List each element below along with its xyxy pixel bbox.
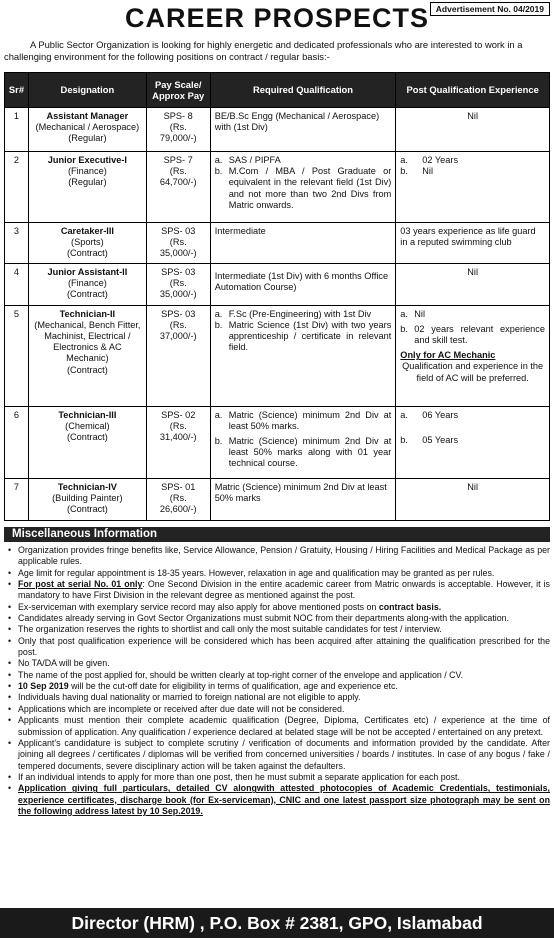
item-text: : One Second Division in the entire academic career from Matric onwards is acceptable. However, it is mandatory to have First Division in the relevant degree as mentioned against the post. xyxy=(18,579,550,601)
row-sr: 3 xyxy=(5,223,29,264)
header xyxy=(0,0,554,36)
list-item xyxy=(4,670,550,681)
item-text: SAS / PIPFA xyxy=(228,155,281,165)
row-qualification xyxy=(210,406,396,478)
table-header-row xyxy=(5,73,550,108)
experience-item xyxy=(400,155,545,166)
bullet: • xyxy=(8,703,12,714)
row-pay xyxy=(146,406,210,478)
experience-item xyxy=(400,410,545,421)
item-text: Matric (Science) minimum 2nd Div at least 50% marks along with 01 year technical course. xyxy=(228,436,392,469)
qualification-item xyxy=(215,320,392,354)
misc-heading: Miscellaneous Information xyxy=(4,527,550,542)
list-item xyxy=(4,783,550,817)
header-designation: Designation xyxy=(28,73,146,108)
row-sr: 2 xyxy=(5,152,29,223)
header-experience: Post Qualification Experience xyxy=(396,73,550,108)
list-item xyxy=(4,681,550,692)
qualification-item xyxy=(215,410,392,432)
designation-field: (Sports) xyxy=(71,237,104,248)
designation-title: Technician-II xyxy=(59,308,116,319)
item-text: 02 Years xyxy=(422,155,459,165)
item-text: 02 years relevant experience and skill test. xyxy=(414,323,545,346)
item-label: a. xyxy=(400,308,408,319)
list-item xyxy=(4,658,550,669)
item-text: Only that post qualification experience will be considered which has been acquired after attaining the qualification prescribed for the post. xyxy=(18,635,550,658)
row-qualification: Matric (Science) minimum 2nd Div at least 50% marks xyxy=(210,478,396,520)
bullet: • xyxy=(8,715,12,726)
row-sr: 5 xyxy=(5,305,29,406)
pay-scale: SPS- 7 xyxy=(163,155,193,165)
designation-type: (Contract) xyxy=(66,364,108,375)
list-item xyxy=(4,624,550,635)
row-designation xyxy=(28,305,146,406)
qualification-item xyxy=(215,166,392,211)
item-text: Ex-serviceman with exemplary service record may also apply for above mentioned posts on xyxy=(18,601,377,612)
item-text: Applicants must mention their complete academic qualification (Degree, Diploma, Certificates etc) / experience at the time of submission of application. Any qualification / experience declared at belated stage will be not be accepted / entertained on any pretext. xyxy=(18,715,550,737)
item-label: b. xyxy=(400,323,408,334)
bullet: • xyxy=(8,669,12,680)
item-emphasis: For post at serial No. 01 only xyxy=(18,579,143,590)
row-experience: 03 years experience as life guard in a reputed swimming club xyxy=(396,223,550,264)
item-text: F.Sc (Pre-Engineering) with 1st Div xyxy=(228,308,372,319)
list-item xyxy=(4,772,550,783)
pay-scale: SPS- 03 xyxy=(161,266,196,277)
designation-type: (Regular) xyxy=(68,133,107,144)
list-item xyxy=(4,692,550,703)
table-row xyxy=(5,223,550,264)
bullet: • xyxy=(8,545,12,555)
item-text: The name of the post applied for, should be written clearly at top-right corner of the envelope and application / CV. xyxy=(18,669,464,680)
row-qualification: BE/B.Sc Engg (Mechanical / Aerospace) with (1st Div) xyxy=(210,108,396,152)
bullet: • xyxy=(8,658,12,669)
row-designation xyxy=(28,478,146,520)
row-experience xyxy=(396,152,550,223)
list-item xyxy=(4,636,550,659)
bullet: • xyxy=(8,783,12,794)
pay-amount: (Rs. 35,000/-) xyxy=(159,237,197,259)
row-experience: Nil xyxy=(396,108,550,152)
item-emphasis: contract basis. xyxy=(378,601,442,612)
pay-amount: (Rs. 35,000/-) xyxy=(159,277,197,300)
row-pay xyxy=(146,305,210,406)
footer-address: Director (HRM) , P.O. Box # 2381, GPO, Islamabad xyxy=(0,908,554,938)
item-text: Nil xyxy=(422,166,434,177)
table-row xyxy=(5,152,550,223)
pay-amount: (Rs. 37,000/-) xyxy=(159,319,197,342)
list-item xyxy=(4,715,550,738)
item-text: Nil xyxy=(414,308,426,319)
bullet: • xyxy=(8,681,12,692)
item-label: a. xyxy=(214,155,223,165)
pay-scale: SPS- 8 xyxy=(163,111,193,121)
row-qualification xyxy=(210,152,396,223)
bullet: • xyxy=(8,692,12,703)
row-experience xyxy=(396,305,550,406)
row-designation xyxy=(28,223,146,264)
row-designation xyxy=(28,263,146,305)
row-experience: Nil xyxy=(396,478,550,520)
page-title: CAREER PROSPECTS xyxy=(124,3,430,33)
item-text: No TA/DA will be given. xyxy=(18,658,110,669)
designation-title: Technician-IV xyxy=(57,481,117,492)
item-label: b. xyxy=(214,436,223,447)
item-text: Age limit for regular appointment is 18-35 years. However, relaxation in age and qualification may be granted as per rules. xyxy=(18,567,495,578)
row-experience: Nil xyxy=(396,263,550,305)
item-label: b. xyxy=(400,434,408,445)
pay-amount: (Rs. 64,700/-) xyxy=(159,166,197,188)
positions-table xyxy=(4,72,550,521)
designation-title: Junior Assistant-II xyxy=(47,266,128,277)
qualification-item xyxy=(215,309,392,320)
designation-title: Technician-III xyxy=(58,409,117,420)
list-item xyxy=(4,545,550,568)
bullet: • xyxy=(8,567,12,578)
row-pay xyxy=(146,108,210,152)
row-designation xyxy=(28,406,146,478)
row-pay xyxy=(146,223,210,264)
pay-amount: (Rs. 79,000/-) xyxy=(159,122,197,144)
experience-item xyxy=(400,309,545,320)
bullet: • xyxy=(8,624,12,635)
designation-title: Caretaker-III xyxy=(60,226,114,236)
bullet: • xyxy=(8,613,12,624)
row-sr: 1 xyxy=(5,108,29,152)
table-row xyxy=(5,406,550,478)
header-qualification: Required Qualification xyxy=(210,73,396,108)
designation-field: (Mechanical, Bench Fitter, Machinist, Electrical / Electronics & AC Mechanic) xyxy=(34,319,141,364)
row-pay xyxy=(146,263,210,305)
item-text: 05 Years xyxy=(422,434,459,445)
list-item xyxy=(4,613,550,624)
item-label: b. xyxy=(214,166,223,177)
row-qualification xyxy=(210,305,396,406)
designation-field: (Finance) xyxy=(67,166,107,177)
list-item xyxy=(4,704,550,715)
bullet: • xyxy=(8,635,12,646)
designation-field: (Building Painter) xyxy=(52,492,123,503)
row-sr: 7 xyxy=(5,478,29,520)
row-qualification xyxy=(210,263,396,305)
item-text: Individuals having dual nationality or married to foreign national are not eligible to apply. xyxy=(18,692,361,703)
table-row xyxy=(5,478,550,520)
designation-field: (Chemical) xyxy=(65,420,110,431)
bullet: • xyxy=(8,771,12,782)
designation-field: (Finance) xyxy=(67,277,107,288)
experience-note: Qualification and experience in the field of AC will be preferred. xyxy=(402,361,544,383)
qualification-item xyxy=(215,155,392,166)
designation-field: (Mechanical / Aerospace) xyxy=(35,122,140,133)
designation-type: (Contract) xyxy=(66,289,108,300)
row-experience xyxy=(396,406,550,478)
item-emphasis: 10 Sep 2019 xyxy=(18,681,69,692)
row-pay xyxy=(146,152,210,223)
item-text: M.Com / MBA / Post Graduate or equivalent in the relevant field (1st Div) and not more than two 2nd Divs from Matric onwards. xyxy=(228,166,392,210)
qualification-item xyxy=(215,436,392,470)
table-row xyxy=(5,305,550,406)
experience-item xyxy=(400,324,545,346)
item-text: Applicant's candidature is subject to complete scrutiny / verification of documents and information provided by the candidate. After joining all degrees / certificates / diplomas will be verified from concerned universities / boards / institutes. In case of any bogus / fake / tempered documents, severe disciplinary action will be taken against the defaulters. xyxy=(18,737,550,771)
table-row xyxy=(5,108,550,152)
experience-item xyxy=(400,166,545,177)
qualification-text: Intermediate (1st Div) with 6 months Office Automation Course) xyxy=(214,270,389,292)
pay-scale: SPS- 03 xyxy=(161,226,196,236)
designation-type: (Contract) xyxy=(66,432,108,443)
experience-note-title: Only for AC Mechanic xyxy=(400,350,496,361)
item-text: Matric Science (1st Div) with two years apprenticeship / certificate in relevant field. xyxy=(228,319,392,353)
designation-type: (Contract) xyxy=(66,248,108,259)
row-sr: 4 xyxy=(5,263,29,305)
item-label: a. xyxy=(214,409,223,420)
item-text: Matric (Science) minimum 2nd Div at least 50% marks. xyxy=(228,409,392,431)
item-text: Application giving full particulars, detailed CV alongwith attested photocopies of Academic Credentials, testimonials, experience certificates, discharge book (for Ex-serviceman), CNIC and one latest passport size photograph may be sent on the following address latest by 10 Sep.2019. xyxy=(18,783,550,816)
item-text: The organization reserves the rights to shortlist and call only the most suitable candidates for test / interview. xyxy=(18,624,442,635)
designation-type: (Regular) xyxy=(68,177,107,188)
item-text: 06 Years xyxy=(422,409,459,420)
row-qualification: Intermediate xyxy=(210,223,396,264)
designation-title: Assistant Manager xyxy=(46,111,129,121)
designation-title: Junior Executive-I xyxy=(47,155,127,165)
pay-scale: SPS- 03 xyxy=(161,308,196,319)
pay-amount: (Rs. 31,400/-) xyxy=(159,420,197,443)
table-row xyxy=(5,263,550,305)
row-designation xyxy=(28,152,146,223)
item-label: b. xyxy=(400,166,408,177)
row-designation xyxy=(28,108,146,152)
header-pay: Pay Scale/ Approx Pay xyxy=(146,73,210,108)
item-text: Organization provides fringe benefits like, Service Allowance, Pension / Gratuity, Housing / Hiring Facilities and Medical Package as per applicable rules. xyxy=(18,545,550,567)
experience-item xyxy=(400,435,545,446)
item-text: If an individual intends to apply for more than one post, then he must submit a separate application for each post. xyxy=(18,771,460,782)
advertisement-number: Advertisement No. 04/2019 xyxy=(430,2,550,16)
intro-text: A Public Sector Organization is looking for highly energetic and dedicated professionals who are interested to work in a challenging environment for the following positions on contract / regular basis:- xyxy=(4,39,523,62)
item-text: Candidates already serving in Govt Sector Organizations must submit NOC from their departments along-with the application. xyxy=(18,613,510,624)
list-item xyxy=(4,579,550,602)
bullet: • xyxy=(8,737,12,748)
header-sr: Sr# xyxy=(5,73,29,108)
row-pay xyxy=(146,478,210,520)
pay-scale: SPS- 01 xyxy=(161,481,196,492)
pay-amount: (Rs. 26,600/-) xyxy=(159,492,197,515)
list-item xyxy=(4,602,550,613)
list-item xyxy=(4,568,550,579)
bullet: • xyxy=(8,601,12,612)
list-item xyxy=(4,738,550,772)
item-label: b. xyxy=(214,319,223,330)
item-label: a. xyxy=(214,308,223,319)
item-label: a. xyxy=(400,155,408,165)
item-label: a. xyxy=(400,409,408,420)
bullet: • xyxy=(8,579,12,590)
pay-scale: SPS- 02 xyxy=(161,409,196,420)
misc-list xyxy=(4,545,550,817)
item-text: Applications which are incomplete or received after due date will not be considered. xyxy=(18,703,345,714)
row-sr: 6 xyxy=(5,406,29,478)
item-text: will be the cut-off date for eligibility in terms of qualification, age and experience etc. xyxy=(71,681,398,692)
designation-type: (Contract) xyxy=(66,504,108,515)
